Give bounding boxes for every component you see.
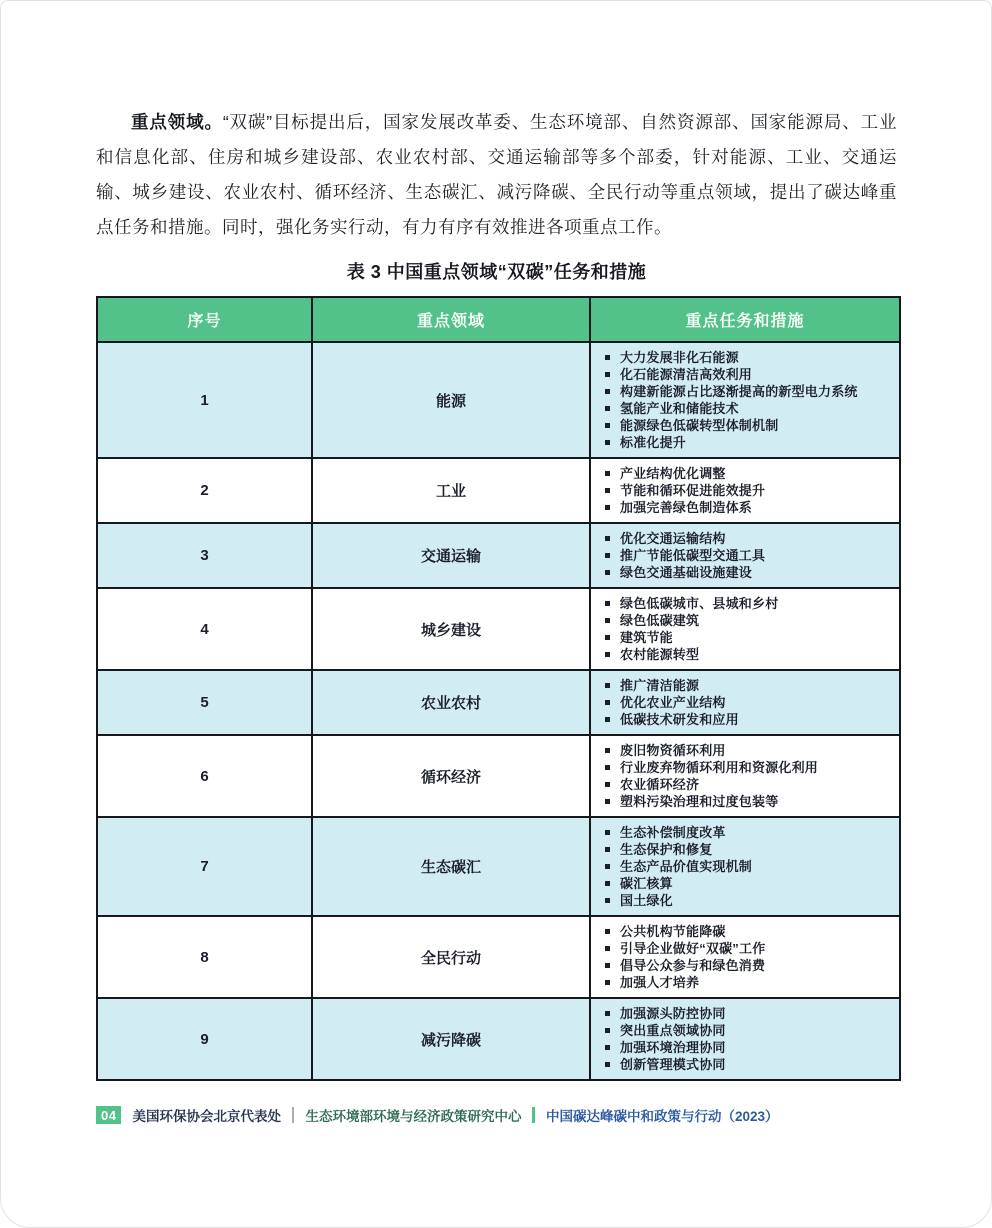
- task-list: [603, 530, 891, 581]
- header-key-tasks: 重点任务和措施: [590, 297, 900, 342]
- task-list: [603, 1005, 891, 1073]
- task-item: 加强源头防控协同: [603, 1005, 891, 1022]
- task-item: 加强环境治理协同: [603, 1039, 891, 1056]
- task-item: 推广节能低碳型交通工具: [603, 547, 891, 564]
- task-item: 低碳技术研发和应用: [603, 711, 891, 728]
- task-item: 生态补偿制度改革: [603, 824, 891, 841]
- table-row: [97, 670, 900, 735]
- cell-seq-no: 9: [97, 998, 312, 1080]
- cell-key-tasks: [590, 670, 900, 735]
- table-row: [97, 458, 900, 523]
- task-item: 氢能产业和储能技术: [603, 400, 891, 417]
- cell-key-area: 循环经济: [312, 735, 590, 817]
- cell-key-tasks: [590, 735, 900, 817]
- table-row: [97, 998, 900, 1080]
- task-item: 优化农业产业结构: [603, 694, 891, 711]
- task-item: 大力发展非化石能源: [603, 349, 891, 366]
- task-item: 公共机构节能降碳: [603, 923, 891, 940]
- task-list: [603, 595, 891, 663]
- page-footer: [96, 1105, 897, 1125]
- footer-document-title: 中国碳达峰碳中和政策与行动（2023）: [545, 1109, 779, 1124]
- task-item: 标准化提升: [603, 434, 891, 451]
- page-number-badge: 04: [96, 1106, 121, 1124]
- task-item: 加强完善绿色制造体系: [603, 499, 891, 516]
- cell-key-tasks: [590, 998, 900, 1080]
- cell-key-area: 城乡建设: [312, 588, 590, 670]
- task-item: 废旧物资循环利用: [603, 742, 891, 759]
- task-item: 生态产品价值实现机制: [603, 858, 891, 875]
- task-item: 优化交通运输结构: [603, 530, 891, 547]
- task-item: 行业废弃物循环利用和资源化利用: [603, 759, 891, 776]
- task-item: 推广清洁能源: [603, 677, 891, 694]
- table-row: [97, 916, 900, 998]
- table-row: [97, 735, 900, 817]
- task-item: 引导企业做好“双碳”工作: [603, 940, 891, 957]
- task-list: [603, 465, 891, 516]
- cell-key-tasks: [590, 458, 900, 523]
- footer-separator-1: [292, 1107, 295, 1123]
- cell-key-area: 生态碳汇: [312, 817, 590, 916]
- task-item: 创新管理模式协同: [603, 1056, 891, 1073]
- task-item: 产业结构优化调整: [603, 465, 891, 482]
- intro-paragraph: [96, 105, 897, 245]
- table-row: [97, 588, 900, 670]
- task-item: 建筑节能: [603, 629, 891, 646]
- table-row: [97, 342, 900, 458]
- task-list: [603, 349, 891, 451]
- cell-key-area: 全民行动: [312, 916, 590, 998]
- task-item: 绿色低碳建筑: [603, 612, 891, 629]
- cell-key-tasks: [590, 523, 900, 588]
- cell-seq-no: 1: [97, 342, 312, 458]
- task-item: 塑料污染治理和过度包装等: [603, 793, 891, 810]
- cell-key-area: 能源: [312, 342, 590, 458]
- task-item: 农村能源转型: [603, 646, 891, 663]
- footer-separator-2: [532, 1107, 535, 1123]
- cell-seq-no: 5: [97, 670, 312, 735]
- cell-key-tasks: [590, 916, 900, 998]
- table-row: [97, 523, 900, 588]
- table-title: 表 3 中国重点领域“双碳”任务和措施: [346, 262, 647, 282]
- cell-seq-no: 3: [97, 523, 312, 588]
- task-list: [603, 742, 891, 810]
- task-item: 农业循环经济: [603, 776, 891, 793]
- cell-seq-no: 6: [97, 735, 312, 817]
- table-body: [97, 342, 900, 1080]
- cell-key-tasks: [590, 817, 900, 916]
- cell-key-tasks: [590, 588, 900, 670]
- cell-seq-no: 8: [97, 916, 312, 998]
- task-item: 加强人才培养: [603, 974, 891, 991]
- task-item: 国土绿化: [603, 892, 891, 909]
- task-item: 倡导公众参与和绿色消费: [603, 957, 891, 974]
- cell-seq-no: 7: [97, 817, 312, 916]
- cell-key-area: 农业农村: [312, 670, 590, 735]
- table-header-row: [97, 297, 900, 342]
- footer-org-prcee: 生态环境部环境与经济政策研究中心: [305, 1109, 522, 1124]
- task-item: 突出重点领域协同: [603, 1022, 891, 1039]
- cell-key-area: 减污降碳: [312, 998, 590, 1080]
- intro-lead: 重点领域。: [131, 112, 223, 132]
- header-key-area: 重点领域: [312, 297, 590, 342]
- cell-seq-no: 2: [97, 458, 312, 523]
- table-row: [97, 817, 900, 916]
- task-item: 化石能源清洁高效利用: [603, 366, 891, 383]
- cell-key-area: 交通运输: [312, 523, 590, 588]
- task-item: 构建新能源占比逐渐提高的新型电力系统: [603, 383, 891, 400]
- dual-carbon-table: [96, 296, 901, 1081]
- task-item: 绿色低碳城市、县城和乡村: [603, 595, 891, 612]
- cell-key-area: 工业: [312, 458, 590, 523]
- task-item: 生态保护和修复: [603, 841, 891, 858]
- task-item: 节能和循环促进能效提升: [603, 482, 891, 499]
- task-item: 能源绿色低碳转型体制机制: [603, 417, 891, 434]
- header-seq-no: 序号: [97, 297, 312, 342]
- task-list: [603, 677, 891, 728]
- cell-seq-no: 4: [97, 588, 312, 670]
- task-list: [603, 923, 891, 991]
- task-list: [603, 824, 891, 909]
- footer-org-edf: 美国环保协会北京代表处: [132, 1109, 281, 1124]
- task-item: 碳汇核算: [603, 875, 891, 892]
- cell-key-tasks: [590, 342, 900, 458]
- task-item: 绿色交通基础设施建设: [603, 564, 891, 581]
- intro-body: “双碳”目标提出后，国家发展改革委、生态环境部、自然资源部、国家能源局、工业和信息化部、住房和城乡建设部、农业农村部、交通运输部等多个部委，针对能源、工业、交通运输、城乡建设、农业农村、循环经济、生态碳汇、减污降碳、全民行动等重点领域，提出了碳达峰重点任务和措施。同时，强化务实行动，有力有序有效推进各项重点工作。: [96, 112, 897, 237]
